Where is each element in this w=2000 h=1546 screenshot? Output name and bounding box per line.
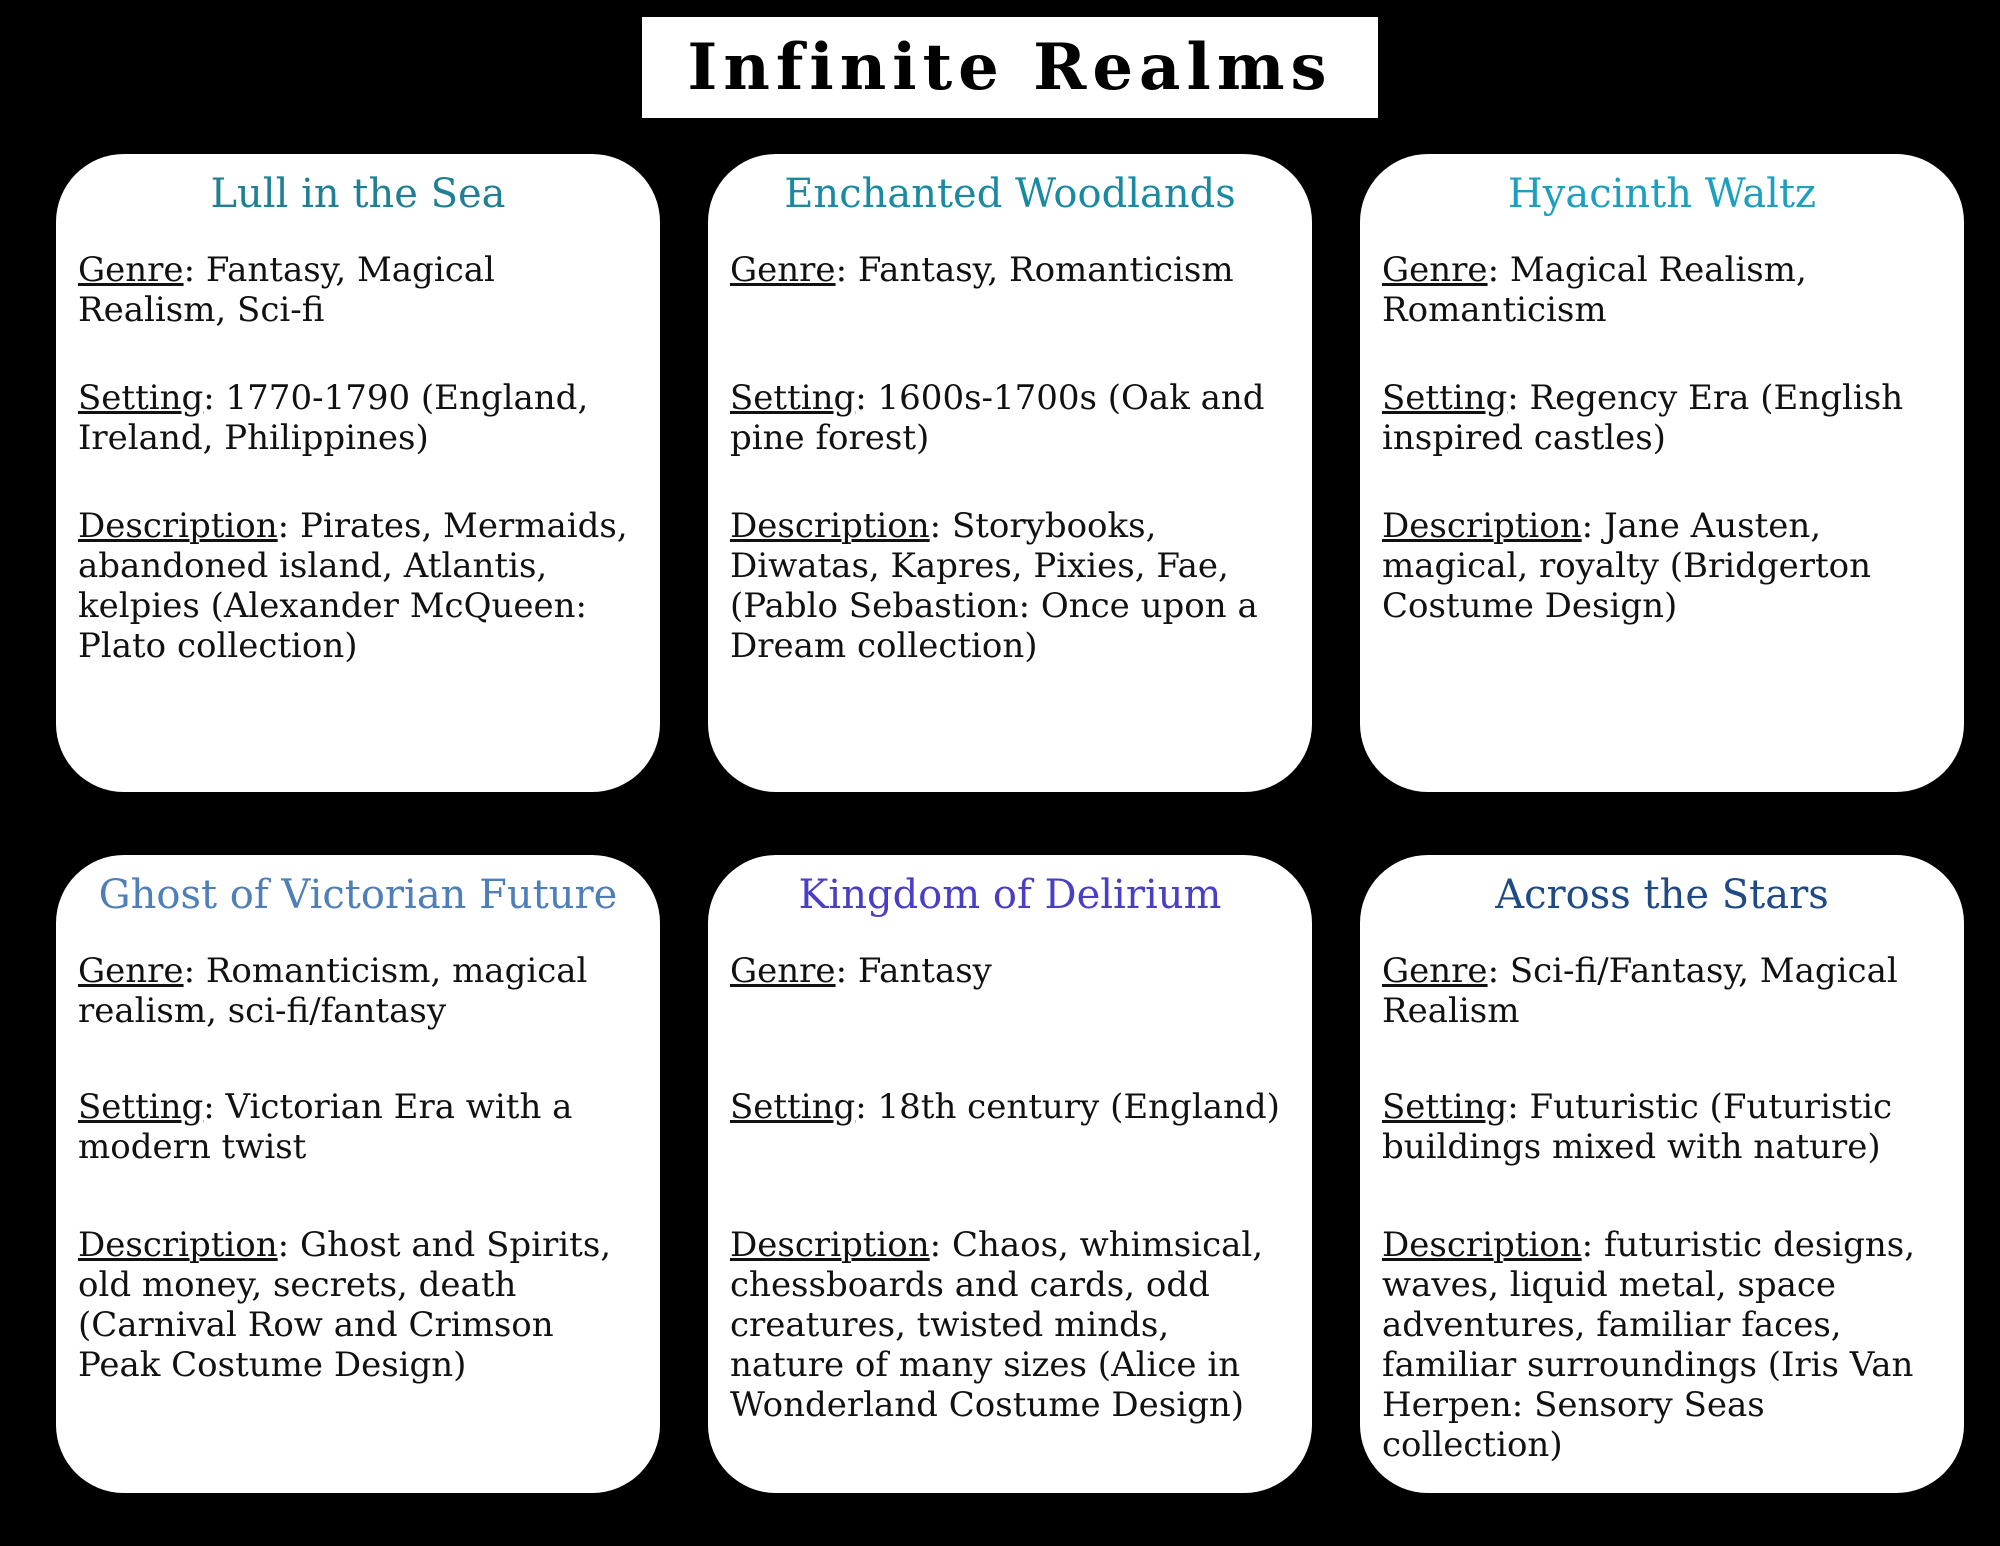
description-value: Ghost and Spirits, old money, secrets, death (Carnival Row and Crimson Peak Costume Design) bbox=[78, 1225, 612, 1385]
genre-label: Genre bbox=[78, 250, 184, 290]
realm-card-lull-in-the-sea bbox=[56, 154, 660, 792]
setting-value: Regency Era (English inspired castles) bbox=[1382, 378, 1904, 458]
setting-label: Setting bbox=[1382, 378, 1508, 418]
description-field: Description: Ghost and Spirits, old money, secrets, death (Carnival Row and Crimson Peak Costume Design) bbox=[78, 1225, 612, 1385]
genre-value: Fantasy bbox=[857, 951, 992, 991]
setting-label: Setting bbox=[730, 378, 856, 418]
description-value: Chaos, whimsical, chessboards and cards, odd creatures, twisted minds, nature of many sizes (Alice in Wonderland Costume Design) bbox=[730, 1225, 1264, 1425]
setting-value: 1770-1790 (England, Ireland, Philippines) bbox=[78, 378, 589, 458]
realm-card-hyacinth-waltz bbox=[1360, 154, 1964, 792]
setting-value: 1600s-1700s (Oak and pine forest) bbox=[730, 378, 1265, 458]
setting-label: Setting bbox=[78, 378, 204, 418]
card-title: Kingdom of Delirium bbox=[798, 872, 1222, 918]
description-label: Description bbox=[730, 1225, 930, 1265]
card-title: Enchanted Woodlands bbox=[784, 171, 1236, 217]
description-label: Description bbox=[1382, 506, 1582, 546]
title-banner bbox=[642, 17, 1378, 118]
genre-field: Genre: Romanticism, magical realism, sci-fi/fantasy bbox=[78, 951, 588, 1031]
setting-value: 18th century (England) bbox=[877, 1087, 1280, 1127]
genre-label: Genre bbox=[78, 951, 184, 991]
card-title: Ghost of Victorian Future bbox=[98, 872, 618, 918]
card-title: Lull in the Sea bbox=[210, 171, 506, 217]
genre-value: Sci-fi/Fantasy, Magical Realism bbox=[1382, 951, 1898, 1031]
setting-field: Setting: 1770-1790 (England, Ireland, Philippines) bbox=[78, 378, 589, 458]
genre-field: Genre: Magical Realism, Romanticism bbox=[1382, 250, 1807, 330]
genre-field: Genre: Fantasy, Romanticism bbox=[730, 250, 1234, 290]
setting-label: Setting bbox=[1382, 1087, 1508, 1127]
setting-field: Setting: 1600s-1700s (Oak and pine forest) bbox=[730, 378, 1265, 458]
realm-card-across-the-stars bbox=[1360, 855, 1964, 1493]
description-label: Description bbox=[730, 506, 930, 546]
genre-field: Genre: Fantasy bbox=[730, 951, 992, 991]
genre-label: Genre bbox=[730, 951, 836, 991]
genre-value: Magical Realism, Romanticism bbox=[1382, 250, 1807, 330]
setting-label: Setting bbox=[730, 1087, 856, 1127]
card-title: Hyacinth Waltz bbox=[1507, 171, 1817, 217]
setting-field: Setting: Regency Era (English inspired castles) bbox=[1382, 378, 1904, 458]
setting-value: Futuristic (Futuristic buildings mixed with nature) bbox=[1382, 1087, 1893, 1167]
description-label: Description bbox=[78, 1225, 278, 1265]
description-value: futuristic designs, waves, liquid metal, space adventures, familiar faces, familiar surroundings (Iris Van Herpen: Sensory Seas collection) bbox=[1382, 1225, 1916, 1465]
description-field: Description: Pirates, Mermaids, abandoned island, Atlantis, kelpies (Alexander McQueen: Plato collection) bbox=[78, 506, 628, 666]
setting-value: Victorian Era with a modern twist bbox=[78, 1087, 573, 1167]
description-field: Description: futuristic designs, waves, liquid metal, space adventures, familiar faces, familiar surroundings (Iris Van Herpen: Sensory Seas collection) bbox=[1382, 1225, 1916, 1465]
genre-field: Genre: Sci-fi/Fantasy, Magical Realism bbox=[1382, 951, 1898, 1031]
realm-card-kingdom-of-delirium bbox=[708, 855, 1312, 1493]
description-value: Storybooks, Diwatas, Kapres, Pixies, Fae, (Pablo Sebastion: Once upon a Dream collection) bbox=[730, 506, 1258, 666]
card-title: Across the Stars bbox=[1495, 872, 1829, 918]
setting-field: Setting: Futuristic (Futuristic buildings mixed with nature) bbox=[1382, 1087, 1893, 1167]
description-value: Pirates, Mermaids, abandoned island, Atlantis, kelpies (Alexander McQueen: Plato collection) bbox=[78, 506, 628, 666]
description-field: Description: Chaos, whimsical, chessboards and cards, odd creatures, twisted minds, nature of many sizes (Alice in Wonderland Costume Design) bbox=[730, 1225, 1264, 1425]
genre-value: Romanticism, magical realism, sci-fi/fantasy bbox=[78, 951, 588, 1031]
description-value: Jane Austen, magical, royalty (Bridgerton Costume Design) bbox=[1382, 506, 1872, 626]
genre-label: Genre bbox=[1382, 250, 1488, 290]
description-label: Description bbox=[1382, 1225, 1582, 1265]
genre-label: Genre bbox=[730, 250, 836, 290]
page-title: Infinite Realms bbox=[687, 30, 1333, 105]
genre-value: Fantasy, Romanticism bbox=[857, 250, 1234, 290]
genre-field: Genre: Fantasy, Magical Realism, Sci-fi bbox=[78, 250, 495, 330]
setting-label: Setting bbox=[78, 1087, 204, 1127]
realm-card-ghost-of-victorian-future bbox=[56, 855, 660, 1493]
realm-card-enchanted-woodlands bbox=[708, 154, 1312, 792]
setting-field: Setting: 18th century (England) bbox=[730, 1087, 1280, 1127]
genre-value: Fantasy, Magical Realism, Sci-fi bbox=[78, 250, 495, 330]
description-field: Description: Storybooks, Diwatas, Kapres, Pixies, Fae, (Pablo Sebastion: Once upon a Dream collection) bbox=[730, 506, 1258, 666]
description-field: Description: Jane Austen, magical, royalty (Bridgerton Costume Design) bbox=[1382, 506, 1872, 626]
description-label: Description bbox=[78, 506, 278, 546]
setting-field: Setting: Victorian Era with a modern twist bbox=[78, 1087, 573, 1167]
genre-label: Genre bbox=[1382, 951, 1488, 991]
